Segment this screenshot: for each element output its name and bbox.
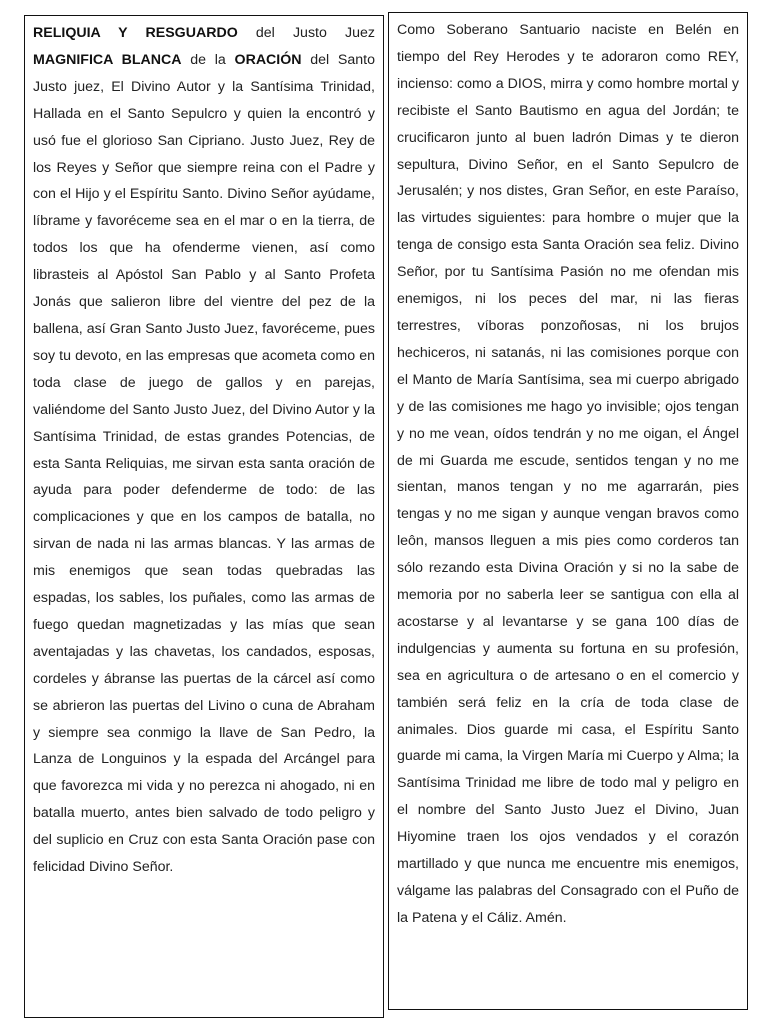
heading-reliquia: RELIQUIA Y RESGUARDO [33, 25, 238, 41]
connector-text: de la [181, 51, 235, 68]
intro-text: del Justo Juez [237, 25, 375, 41]
left-text-column [24, 15, 384, 1018]
heading-oracion: ORACIÓN [234, 51, 302, 68]
left-body-text: del Santo Justo juez, El Divino Autor y la Santísima Trinidad, Hallada en el Santo Sepulcro y quien la encontró y usó fue el glorioso San Cipriano. Justo Juez, Rey de los Reyes y Señor que siempre reina con el Padre y con el Hijo y el Espíritu Santo. Divino Señor ayúdame, líbrame y favoréceme sea en el mar o en la tierra, de todos los que ha ofenderme vienen, así como librasteis al Apóstol San Pablo y al Santo Profeta Jonás que salieron libre del vientre del pez de la ballena, así Gran Santo Justo Juez, favoréceme, pues soy tu devoto, en las empresas que acometa como en toda clase de juego de gallos y en parejas, valiéndome del Santo Justo Juez, del Divino Autor y la Santísima Trinidad, de estas grandes Potencias, de esta Santa Reliquias, me sirvan esta santa oración de ayuda para poder defenderme de todo: de las complicaciones y que en los campos de batalla, no sirvan de nada ni las armas blancas. Y las armas de mis enemigos que sean todas quebradas las espadas, los sables, los puñales, como las armas de fuego quedan magnetizadas y las mías que sean aventajadas y las chavetas, los candados, esposas, cordeles y ábranse las puertas de la cárcel así como se abrieron las puertas del Livino o cuna de Abraham y siempre sea conmigo la llave de San Pedro, la Lanza de Longuinos y la espada del Arcángel para que favorezca mi vida y no perezca ni ahogado, ni en batalla muerto, antes bien salvado de todo peligro y del suplicio en Cruz con esta Santa Oración pase con felicidad Divino Señor. [33, 51, 376, 876]
heading-magnifica-blanca: MAGNIFICA BLANCA [33, 51, 182, 68]
right-text-column [388, 12, 748, 1010]
right-body-text: Como Soberano Santuario naciste en Belén en tiempo del Rey Herodes y te adoraron como REY, incienso: como a DIOS, mirra y como hombre mortal y recibiste el Santo Bautismo en agua del Jordán; te crucificaron junto al buen ladrón Dimas y te dieron sepultura, Divino Señor, en el Santo Sepulcro de Jerusalén; y nos distes, Gran Señor, en este Paraíso, las virtudes siguientes: para hombre o mujer que la tenga de consigo esta Santa Oración sea feliz. Divino Señor, por tu Santísima Pasión no me ofendan mis enemigos, ni los peces del mar, ni las fieras terrestres, víboras ponzoñosas, ni los brujos hechiceros, ni satanás, ni las comisiones porque con el Manto de María Santísima, sea mi cuerpo abrigado y de las comisiones me hago yo invisible; ojos tengan y no me vean, oídos tendrán y no me oigan, el Ángel de mi Guarda me escude, sentidos tengan y no me sientan, manos tengan y no me agarrarán, pies tengas y no me sigan y aunque vengan bravos como leôn, mansos lleguen a mis pies como corderos tan sólo rezando esta Divina Oración y si no la sabe de memoria por no saberla leer se santigua con ella al acostarse y al levantarse y se gana 100 días de indulgencias y aumenta su fortuna en su profesión, sea en agricultura o de artesano o en el comercio y también será feliz en la cría de toda clase de animales. Dios guarde mi casa, el Espíritu Santo guarde mi cama, la Virgen María mi Cuerpo y Alma; la Santísima Trinidad me libre de todo mal y peligro en el nombre del Santo Justo Juez el Divino, Juan Hiyomine traen los ojos vendados y el corazón martillado y que nunca me encuentre mis enemigos, válgame las palabras del Consagrado con el Puño de la Patena y el Cáliz. Amén. [397, 22, 739, 926]
